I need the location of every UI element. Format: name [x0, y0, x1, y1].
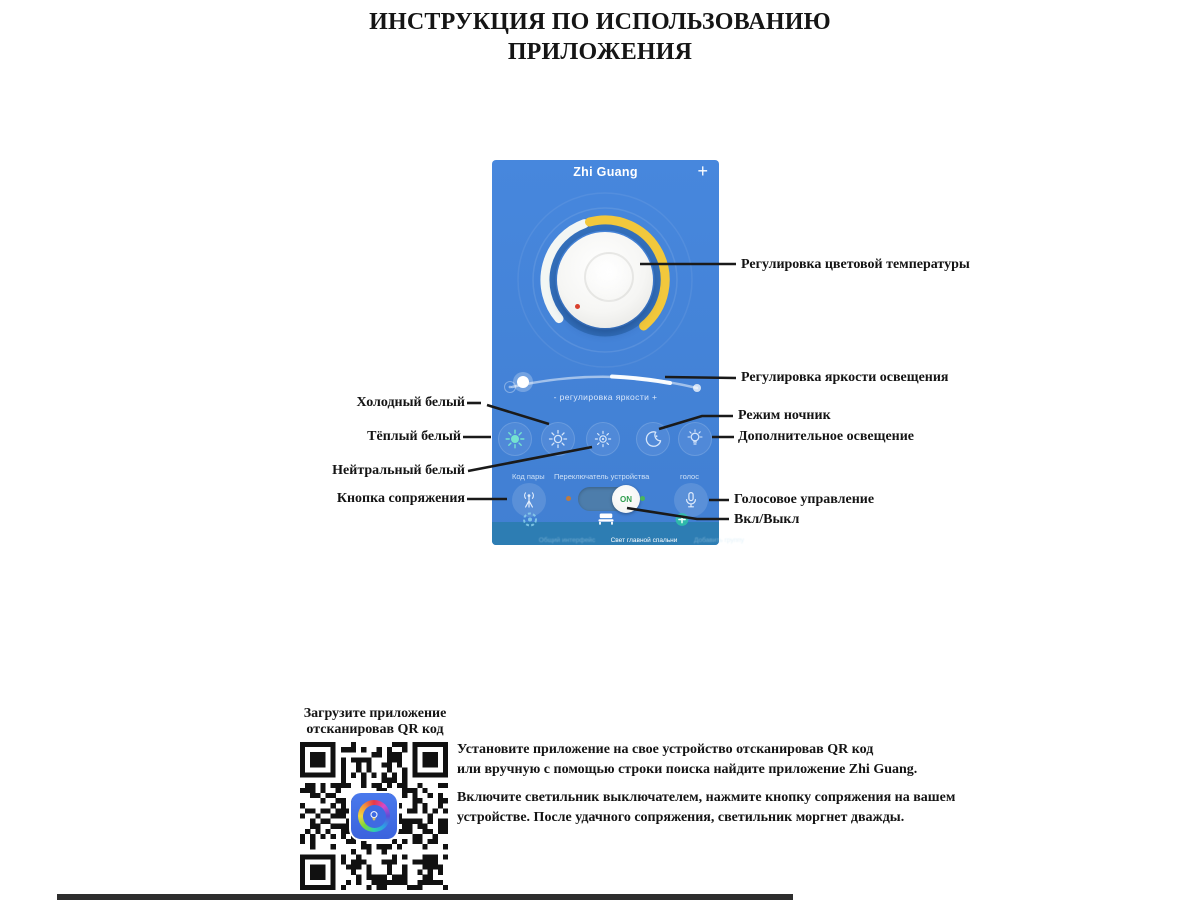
- page-title-line2: ПРИЛОЖЕНИЯ: [507, 39, 693, 65]
- voice-label: голос: [680, 472, 699, 481]
- install-instructions: [457, 740, 957, 780]
- dial-inner-circle: [584, 252, 634, 302]
- pairing-line1: Включите светильник выключателем, нажмите кнопку сопряжения на вашем: [457, 790, 956, 805]
- label-color-temp: Регулировка цветовой температуры: [741, 257, 970, 272]
- pair-code-label: Код пары: [512, 472, 545, 481]
- tab-add-group-label: Добавить группу: [694, 537, 744, 544]
- app-logo: [351, 793, 397, 839]
- sun-dot-icon: [592, 428, 614, 450]
- tab-bedroom-light-label: Свет главной спальни: [610, 537, 678, 544]
- page-title-line1: ИНСТРУКЦИЯ ПО ИСПОЛЬЗОВАНИЮ: [369, 9, 831, 35]
- bed-icon: [597, 512, 614, 531]
- app-tabbar: [492, 522, 744, 545]
- tab-add-group[interactable]: [644, 522, 744, 545]
- bulb-icon: [684, 428, 706, 450]
- mode-cold-white-button[interactable]: [541, 422, 575, 456]
- pairing-line2: устройстве. После удачного сопряжения, светильник моргнет дважды.: [457, 810, 905, 825]
- microphone-icon: [681, 490, 701, 510]
- sun-outline-icon: [547, 428, 569, 450]
- qr-caption: [297, 706, 453, 738]
- label-warm-white: Тёплый белый: [367, 429, 461, 444]
- label-brightness: Регулировка яркости освещения: [741, 370, 949, 385]
- tab-bedroom-light[interactable]: [567, 522, 678, 545]
- brightness-max-dot: [693, 384, 701, 392]
- rainbow-ring-icon: [358, 800, 390, 832]
- aperture-icon: [522, 512, 537, 532]
- qr-caption-line1: Загрузите приложение: [303, 706, 447, 721]
- label-voice-control: Голосовое управление: [734, 492, 875, 507]
- moon-icon: [642, 428, 664, 450]
- sun-filled-icon: [504, 428, 526, 450]
- qr-code: [300, 742, 448, 890]
- brightness-caption: - регулировка яркости +: [553, 392, 658, 402]
- label-cold-white: Холодный белый: [356, 395, 465, 410]
- device-switch-label: Переключатель устройства: [554, 472, 650, 481]
- install-line1: Установите приложение на свое устройство отсканировав QR код: [457, 742, 874, 757]
- plus-circle-icon: [674, 512, 689, 532]
- brightness-slider-handle: [517, 376, 529, 388]
- toggle-on-text: ON: [620, 494, 632, 504]
- tab-general[interactable]: [492, 522, 596, 545]
- tab-general-label: Общий интерфейс: [538, 537, 596, 544]
- mode-warm-white-button[interactable]: [498, 422, 532, 456]
- toggle-off-dot: [566, 496, 571, 501]
- dial-indicator-dot: [575, 304, 580, 309]
- label-extra-light: Дополнительное освещение: [738, 429, 914, 444]
- label-neutral-white: Нейтральный белый: [332, 463, 465, 478]
- app-screenshot: [492, 160, 744, 545]
- label-pair-button: Кнопка сопряжения: [336, 491, 465, 506]
- install-line2: или вручную с помощью строки поиска найдите приложение Zhi Guang.: [457, 762, 918, 777]
- color-temp-dial[interactable]: [557, 232, 653, 328]
- toggle-on-dot: [640, 496, 645, 501]
- logo-bulb-icon: [367, 809, 381, 823]
- mode-night-button[interactable]: [636, 422, 670, 456]
- label-night-mode: Режим ночник: [738, 408, 831, 423]
- pairing-instructions: [457, 788, 957, 828]
- add-device-button[interactable]: +: [697, 161, 708, 181]
- label-on-off: Вкл/Выкл: [734, 512, 800, 527]
- bottom-crop-bar: [57, 894, 793, 900]
- antenna-icon: [519, 490, 539, 510]
- power-toggle[interactable]: [578, 487, 634, 511]
- page-title: [0, 7, 1200, 67]
- mode-extra-light-button[interactable]: [678, 422, 712, 456]
- mode-neutral-white-button[interactable]: [586, 422, 620, 456]
- qr-caption-line2: отсканировав QR код: [306, 722, 444, 737]
- app-title: Zhi Guang: [573, 165, 638, 179]
- power-toggle-knob[interactable]: [612, 485, 640, 513]
